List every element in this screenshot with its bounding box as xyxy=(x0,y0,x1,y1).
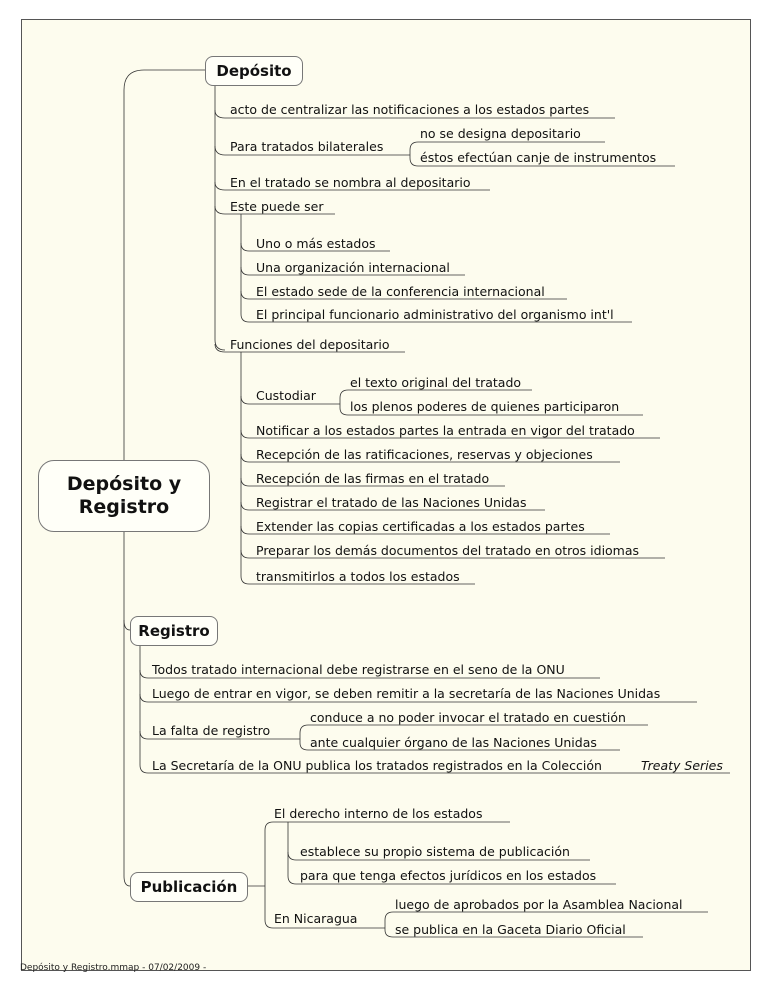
topic-f-6: Preparar los demás documentos del tratado en otros idiomas xyxy=(256,543,640,558)
topic-der-b: para que tenga efectos jurídicos en los estados xyxy=(300,868,597,883)
root-title-line1: Depósito y xyxy=(66,473,182,495)
topic-r-2: Luego de entrar en vigor, se deben remitir a la secretaría de las Naciones Unidas xyxy=(152,686,661,701)
registro-title: Registro xyxy=(138,622,210,640)
topic-nicaragua: En Nicaragua xyxy=(274,911,358,926)
topic-falta-a: conduce a no poder invocar el tratado en cuestión xyxy=(310,710,626,725)
topic-bilaterales-a: no se designa depositario xyxy=(420,126,581,141)
topic-custodiar: Custodiar xyxy=(256,388,316,403)
topic-der-a: establece su propio sistema de publicación xyxy=(300,844,570,859)
topic-f-1: Notificar a los estados partes la entrada en vigor del tratado xyxy=(256,423,635,438)
topic-bilaterales: Para tratados bilaterales xyxy=(230,139,384,154)
topic-ps-2: Una organización internacional xyxy=(256,260,450,275)
registro-node xyxy=(130,616,218,646)
topic-funciones: Funciones del depositario xyxy=(230,337,390,352)
footer-filename: Depósito y Registro.mmap - 07/02/2009 - xyxy=(20,963,207,973)
topic-bilaterales-b: éstos efectúan canje de instrumentos xyxy=(420,150,657,165)
topic-falta: La falta de registro xyxy=(152,723,271,738)
topic-ps-4: El principal funcionario administrativo del organismo int'l xyxy=(256,307,614,322)
topic-f-5: Extender las copias certificadas a los estados partes xyxy=(256,519,585,534)
topic-centralizar: acto de centralizar las notificaciones a los estados partes xyxy=(230,102,590,117)
deposito-node xyxy=(205,56,303,86)
topic-puede-ser: Este puede ser xyxy=(230,199,324,214)
topic-nic-a: luego de aprobados por la Asamblea Nacional xyxy=(395,897,683,912)
deposito-title: Depósito xyxy=(216,62,292,80)
topic-nic-b: se publica en la Gaceta Diario Oficial xyxy=(395,922,626,937)
topic-falta-b: ante cualquier órgano de las Naciones Unidas xyxy=(310,735,597,750)
root-title-line2: Registro xyxy=(78,496,170,518)
topic-cust-b: los plenos poderes de quienes participaron xyxy=(350,399,620,414)
publicacion-node xyxy=(130,872,248,902)
topic-r-4-italic: Treaty Series xyxy=(641,758,723,773)
publicacion-title: Publicación xyxy=(140,878,238,896)
topic-r-4: La Secretaría de la ONU publica los tratados registrados en la Colección xyxy=(152,758,602,773)
topic-ps-1: Uno o más estados xyxy=(256,236,376,251)
topic-ps-3: El estado sede de la conferencia internacional xyxy=(256,284,545,299)
root-node xyxy=(38,460,210,532)
topic-f-7: transmitirlos a todos los estados xyxy=(256,569,460,584)
topic-derecho: El derecho interno de los estados xyxy=(274,806,483,821)
topic-nombra: En el tratado se nombra al depositario xyxy=(230,175,471,190)
topic-cust-a: el texto original del tratado xyxy=(350,375,522,390)
topic-f-4: Registrar el tratado de las Naciones Unidas xyxy=(256,495,527,510)
topic-f-3: Recepción de las firmas en el tratado xyxy=(256,471,490,486)
topic-r-1: Todos tratado internacional debe registrarse en el seno de la ONU xyxy=(152,662,565,677)
topic-f-2: Recepción de las ratificaciones, reservas y objeciones xyxy=(256,447,593,462)
